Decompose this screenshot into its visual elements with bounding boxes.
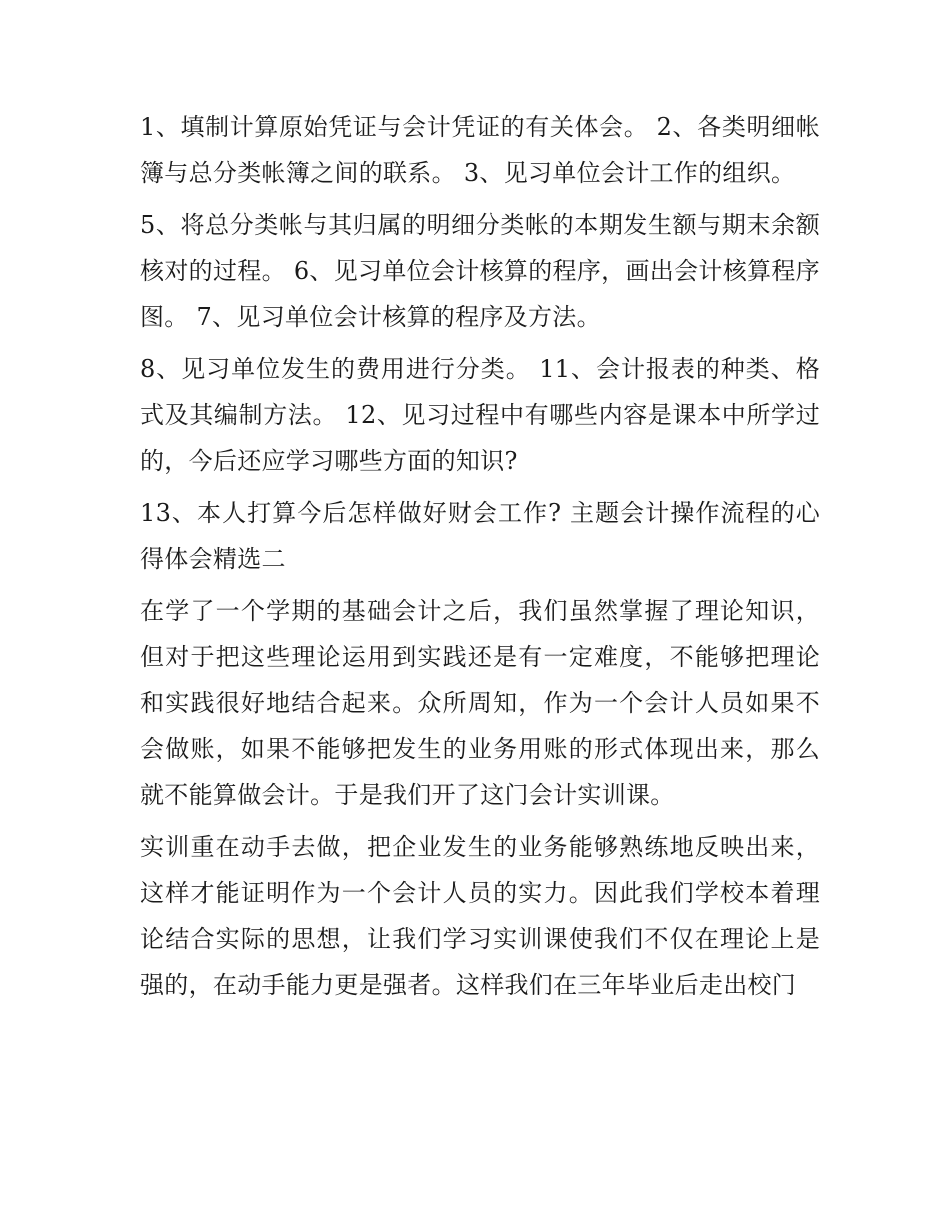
document-body: [140, 104, 820, 1014]
paragraph-item-13: 13、本人打算今后怎样做好财会工作? 主题会计操作流程的心得体会精选二: [140, 499, 820, 573]
paragraph-items-8-12: 8、见习单位发生的费用进行分类。 11、会计报表的种类、格式及其编制方法。 12、见习过程中有哪些内容是课本中所学过的，今后还应学习哪些方面的知识?: [140, 355, 820, 475]
paragraph-body-intro: 在学了一个学期的基础会计之后，我们虽然掌握了理论知识，但对于把这些理论运用到实践还是有一定难度，不能够把理论和实践很好地结合起来。众所周知，作为一个会计人员如果不会做账，如果不能够把发生的业务用账的形式体现出来，那么就不能算做会计。于是我们开了这门会计实训课。: [140, 597, 820, 809]
paragraph-items-1-3: 1、填制计算原始凭证与会计凭证的有关体会。 2、各类明细帐簿与总分类帐簿之间的联系。 3、见习单位会计工作的组织。: [140, 113, 820, 187]
paragraph-items-5-7: 5、将总分类帐与其归属的明细分类帐的本期发生额与期末余额核对的过程。 6、见习单位会计核算的程序，画出会计核算程序图。 7、见习单位会计核算的程序及方法。: [140, 211, 820, 331]
paragraph-body-training: 实训重在动手去做，把企业发生的业务能够熟练地反映出来，这样才能证明作为一个会计人员的实力。因此我们学校本着理论结合实际的思想，让我们学习实训课使我们不仅在理论上是强的，在动手能力更是强者。这样我们在三年毕业后走出校门: [140, 833, 820, 999]
